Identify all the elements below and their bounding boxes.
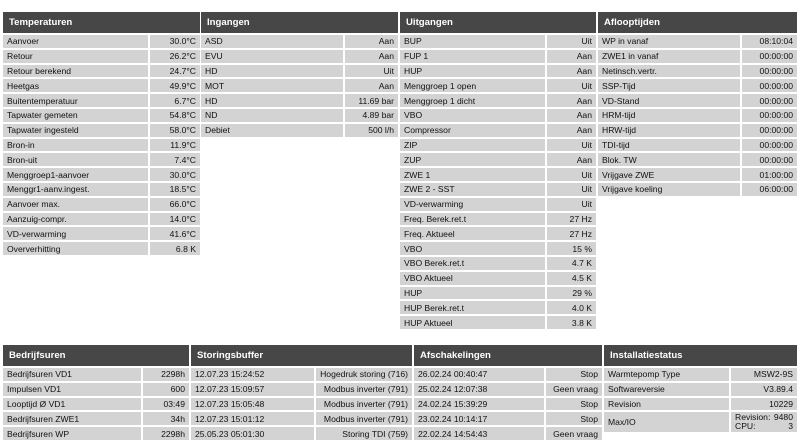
- row-value: Uit: [547, 79, 596, 92]
- table-row: [3, 398, 189, 411]
- row-label: FUP 1: [400, 50, 547, 63]
- row-value: 41.6°C: [150, 227, 200, 240]
- table-row: [3, 50, 200, 63]
- row-value: 06:00:00: [742, 183, 797, 196]
- revision-label: Revision:: [734, 412, 771, 423]
- row-value: 01:00:00: [742, 168, 797, 181]
- table-row: [3, 65, 200, 78]
- table-row: [3, 109, 200, 122]
- table-row: [201, 35, 398, 48]
- table-row: [400, 316, 596, 329]
- row-value: Aan: [547, 50, 596, 63]
- row-value: Geen vraag: [546, 383, 602, 396]
- row-value: Aan: [547, 94, 596, 107]
- row-label: Bron-in: [3, 139, 150, 152]
- row-label: TDI-tijd: [598, 139, 742, 152]
- row-label: Freq. Aktueel: [400, 227, 547, 240]
- row-value: Uit: [547, 139, 596, 152]
- row-value: Stop: [546, 412, 602, 425]
- table-row: [400, 50, 596, 63]
- row-label: 25.05.23 05:01:30: [191, 427, 316, 440]
- row-value: 27 Hz: [547, 227, 596, 240]
- row-label: Oververhitting: [3, 242, 150, 255]
- row-value: 00:00:00: [742, 139, 797, 152]
- table-row: [598, 94, 797, 107]
- row-label: EVU: [201, 50, 345, 63]
- row-value: Uit: [345, 65, 398, 78]
- row-label: Warmtepomp Type: [604, 368, 731, 381]
- table-row: [400, 227, 596, 240]
- row-value: 11.69 bar: [345, 94, 398, 107]
- row-value: 03:49: [143, 398, 189, 411]
- row-value: 00:00:00: [742, 79, 797, 92]
- row-label: BUP: [400, 35, 547, 48]
- table-row: [3, 183, 200, 196]
- table-row: [201, 79, 398, 92]
- row-label: 26.02.24 00:40:47: [414, 368, 546, 381]
- row-label: ZIP: [400, 139, 547, 152]
- row-value: 3.8 K: [547, 316, 596, 329]
- panel-bedrijfsuren: [3, 345, 189, 442]
- row-value: Modbus inverter (791): [316, 412, 412, 425]
- table-row: [191, 398, 412, 411]
- row-value: Modbus inverter (791): [316, 398, 412, 411]
- table-row: [3, 242, 200, 255]
- row-value: Uit: [547, 183, 596, 196]
- cpu-label: CPU:: [734, 421, 756, 432]
- row-value: Stop: [546, 398, 602, 411]
- row-label: Menggr1-aanv.ingest.: [3, 183, 150, 196]
- row-label: Blok. TW: [598, 153, 742, 166]
- table-row: [3, 35, 200, 48]
- row-value: 600: [143, 383, 189, 396]
- table-row: [3, 213, 200, 226]
- table-row: [201, 109, 398, 122]
- panel-installatiestatus: [604, 345, 797, 434]
- row-label: VD-verwarming: [3, 227, 150, 240]
- table-row: [201, 65, 398, 78]
- row-value: 30.0°C: [150, 35, 200, 48]
- table-row: [414, 427, 602, 440]
- row-label: Heetgas: [3, 79, 150, 92]
- row-label: ZWE 1: [400, 168, 547, 181]
- row-value: 54.8°C: [150, 109, 200, 122]
- row-value: Aan: [547, 65, 596, 78]
- row-label: Revision: [604, 398, 731, 411]
- row-value: Aan: [345, 79, 398, 92]
- row-value: Uit: [547, 168, 596, 181]
- row-value: 4.0 K: [547, 301, 596, 314]
- row-label: HRM-tijd: [598, 109, 742, 122]
- table-row: [598, 139, 797, 152]
- table-row: [598, 153, 797, 166]
- row-value: 29 %: [547, 287, 596, 300]
- table-row: [598, 65, 797, 78]
- table-row: [3, 153, 200, 166]
- row-value: 4.7 K: [547, 257, 596, 270]
- row-value: 49.9°C: [150, 79, 200, 92]
- row-value: 27 Hz: [547, 213, 596, 226]
- row-label: VD-verwarming: [400, 198, 547, 211]
- row-value: 6.7°C: [150, 94, 200, 107]
- row-value: [731, 412, 797, 432]
- table-row: [3, 198, 200, 211]
- afloop-title: Aflooptijden: [598, 12, 797, 33]
- uitgangen-title: Uitgangen: [400, 12, 596, 33]
- row-value: 2298h: [143, 368, 189, 381]
- table-row: [400, 272, 596, 285]
- table-row: [414, 398, 602, 411]
- row-value: 4.89 bar: [345, 109, 398, 122]
- row-label: HUP Aktueel: [400, 316, 547, 329]
- table-row: [191, 412, 412, 425]
- row-label: Vrijgave koeling: [598, 183, 742, 196]
- revision-value: 9480: [773, 412, 793, 423]
- temperaturen-table: [3, 10, 200, 257]
- ingangen-table: [201, 10, 398, 139]
- row-value: 18.5°C: [150, 183, 200, 196]
- row-label: Tapwater ingesteld: [3, 124, 150, 137]
- bedrijfsuren-title: Bedrijfsuren: [3, 345, 189, 366]
- row-label: Tapwater gemeten: [3, 109, 150, 122]
- table-row: [604, 368, 797, 381]
- row-label: Retour: [3, 50, 150, 63]
- table-row: [400, 65, 596, 78]
- row-label: VBO: [400, 109, 547, 122]
- table-row: [598, 124, 797, 137]
- row-label: 25.02.24 12:07:38: [414, 383, 546, 396]
- row-value: 14.0°C: [150, 213, 200, 226]
- cpu-value: 3: [788, 421, 793, 432]
- row-label: HD: [201, 94, 345, 107]
- row-value: Storing TDI (759): [316, 427, 412, 440]
- row-label: 24.02.24 15:39:29: [414, 398, 546, 411]
- table-row: [3, 124, 200, 137]
- row-label: Looptijd Ø VD1: [3, 398, 143, 411]
- row-value: 30.0°C: [150, 168, 200, 181]
- row-label: 12.07.23 15:01:12: [191, 412, 316, 425]
- row-value: MSW2-9S: [731, 368, 797, 381]
- table-row: [598, 109, 797, 122]
- row-label: VBO: [400, 242, 547, 255]
- row-label: ND: [201, 109, 345, 122]
- table-row: [3, 227, 200, 240]
- table-row: [400, 109, 596, 122]
- row-label: SSP-Tijd: [598, 79, 742, 92]
- row-value: 26.2°C: [150, 50, 200, 63]
- row-label: Max/IO: [604, 412, 731, 432]
- row-label: ZWE 2 - SST: [400, 183, 547, 196]
- panel-afschakelingen: [414, 345, 602, 442]
- row-label: Impulsen VD1: [3, 383, 143, 396]
- row-label: Bedrijfsuren ZWE1: [3, 412, 143, 425]
- row-value: 10229: [731, 398, 797, 411]
- row-value: 00:00:00: [742, 109, 797, 122]
- table-row: [414, 412, 602, 425]
- row-value: Aan: [547, 153, 596, 166]
- uitgangen-table: [400, 10, 596, 331]
- table-row: [3, 412, 189, 425]
- row-value: 15 %: [547, 242, 596, 255]
- row-label: Aanvoer max.: [3, 198, 150, 211]
- bedrijfsuren-table: [3, 343, 189, 442]
- row-label: VBO Berek.ret.t: [400, 257, 547, 270]
- row-label: Menggroep 1 dicht: [400, 94, 547, 107]
- row-value: Modbus inverter (791): [316, 383, 412, 396]
- panel-ingangen: [201, 12, 398, 139]
- table-row: [400, 198, 596, 211]
- row-label: Aanzuig-compr.: [3, 213, 150, 226]
- row-label: Aanvoer: [3, 35, 150, 48]
- row-label: VD-Stand: [598, 94, 742, 107]
- table-row: [191, 427, 412, 440]
- row-value: 6.8 K: [150, 242, 200, 255]
- row-label: Netinsch.vertr.: [598, 65, 742, 78]
- table-row: [400, 183, 596, 196]
- row-label: Menggroep1-aanvoer: [3, 168, 150, 181]
- row-label: Retour berekend: [3, 65, 150, 78]
- row-value: Stop: [546, 368, 602, 381]
- row-value: Hogedruk storing (716): [316, 368, 412, 381]
- table-row: [3, 94, 200, 107]
- row-value: 7.4°C: [150, 153, 200, 166]
- row-label: Debiet: [201, 124, 345, 137]
- panel-aflooptijden: [598, 12, 797, 198]
- table-row: [400, 168, 596, 181]
- temperaturen-title: Temperaturen: [3, 12, 200, 33]
- table-row: [191, 383, 412, 396]
- storingsbuffer-table: [191, 343, 412, 442]
- table-row: [3, 383, 189, 396]
- row-value: Uit: [547, 198, 596, 211]
- row-value: V3.89.4: [731, 383, 797, 396]
- table-row: [604, 412, 797, 432]
- table-row: [3, 427, 189, 440]
- row-label: 12.07.23 15:09:57: [191, 383, 316, 396]
- table-row: [400, 257, 596, 270]
- row-value: 11.9°C: [150, 139, 200, 152]
- ingangen-title: Ingangen: [201, 12, 398, 33]
- table-row: [3, 168, 200, 181]
- row-label: Freq. Berek.ret.t: [400, 213, 547, 226]
- panel-storingsbuffer: [191, 345, 412, 442]
- row-label: Compressor: [400, 124, 547, 137]
- row-label: HUP: [400, 65, 547, 78]
- row-value: Geen vraag: [546, 427, 602, 440]
- table-row: [598, 79, 797, 92]
- row-value: 00:00:00: [742, 65, 797, 78]
- table-row: [400, 139, 596, 152]
- row-value: Aan: [345, 35, 398, 48]
- row-value: 58.0°C: [150, 124, 200, 137]
- storingsbuffer-title: Storingsbuffer: [191, 345, 412, 366]
- row-value: 500 l/h: [345, 124, 398, 137]
- table-row: [201, 50, 398, 63]
- table-row: [201, 94, 398, 107]
- row-value: 24.7°C: [150, 65, 200, 78]
- row-label: WP in vanaf: [598, 35, 742, 48]
- installatiestatus-table: [604, 343, 797, 434]
- afschakelingen-table: [414, 343, 602, 442]
- afschakelingen-title: Afschakelingen: [414, 345, 602, 366]
- row-label: 22.02.24 14:54:43: [414, 427, 546, 440]
- row-label: ZUP: [400, 153, 547, 166]
- table-row: [604, 383, 797, 396]
- row-value: 00:00:00: [742, 94, 797, 107]
- table-row: [400, 287, 596, 300]
- table-row: [400, 79, 596, 92]
- row-value: Aan: [547, 124, 596, 137]
- table-row: [400, 94, 596, 107]
- table-row: [3, 139, 200, 152]
- table-row: [201, 124, 398, 137]
- row-label: 12.07.23 15:24:52: [191, 368, 316, 381]
- table-row: [400, 35, 596, 48]
- table-row: [400, 124, 596, 137]
- table-row: [400, 301, 596, 314]
- row-label: HUP: [400, 287, 547, 300]
- row-value: Uit: [547, 35, 596, 48]
- row-value: 2298h: [143, 427, 189, 440]
- table-row: [604, 398, 797, 411]
- row-label: Bedrijfsuren WP: [3, 427, 143, 440]
- table-row: [598, 50, 797, 63]
- row-value: 00:00:00: [742, 50, 797, 63]
- row-value: 08:10:04: [742, 35, 797, 48]
- row-label: Buitentemperatuur: [3, 94, 150, 107]
- row-label: HD: [201, 65, 345, 78]
- table-row: [414, 383, 602, 396]
- row-label: 23.02.24 10:14:17: [414, 412, 546, 425]
- panel-uitgangen: [400, 12, 596, 331]
- row-value: 4.5 K: [547, 272, 596, 285]
- row-label: ASD: [201, 35, 345, 48]
- row-value: 00:00:00: [742, 124, 797, 137]
- row-label: Softwareversie: [604, 383, 731, 396]
- table-row: [598, 183, 797, 196]
- row-label: Bedrijfsuren VD1: [3, 368, 143, 381]
- table-row: [414, 368, 602, 381]
- installatiestatus-title: Installatiestatus: [604, 345, 797, 366]
- row-label: Menggroep 1 open: [400, 79, 547, 92]
- row-label: Bron-uit: [3, 153, 150, 166]
- table-row: [3, 368, 189, 381]
- row-label: VBO Aktueel: [400, 272, 547, 285]
- afloop-table: [598, 10, 797, 198]
- panel-temperaturen: [3, 12, 200, 257]
- table-row: [3, 79, 200, 92]
- table-row: [400, 213, 596, 226]
- table-row: [598, 35, 797, 48]
- row-value: 00:00:00: [742, 153, 797, 166]
- row-value: Aan: [345, 50, 398, 63]
- table-row: [400, 153, 596, 166]
- row-value: 66.0°C: [150, 198, 200, 211]
- row-label: ZWE1 in vanaf: [598, 50, 742, 63]
- row-label: 12.07.23 15:05:48: [191, 398, 316, 411]
- table-row: [191, 368, 412, 381]
- row-label: MOT: [201, 79, 345, 92]
- table-row: [400, 242, 596, 255]
- row-value: 34h: [143, 412, 189, 425]
- row-label: Vrijgave ZWE: [598, 168, 742, 181]
- row-label: HRW-tijd: [598, 124, 742, 137]
- row-label: HUP Berek.ret.t: [400, 301, 547, 314]
- table-row: [598, 168, 797, 181]
- row-value: Aan: [547, 109, 596, 122]
